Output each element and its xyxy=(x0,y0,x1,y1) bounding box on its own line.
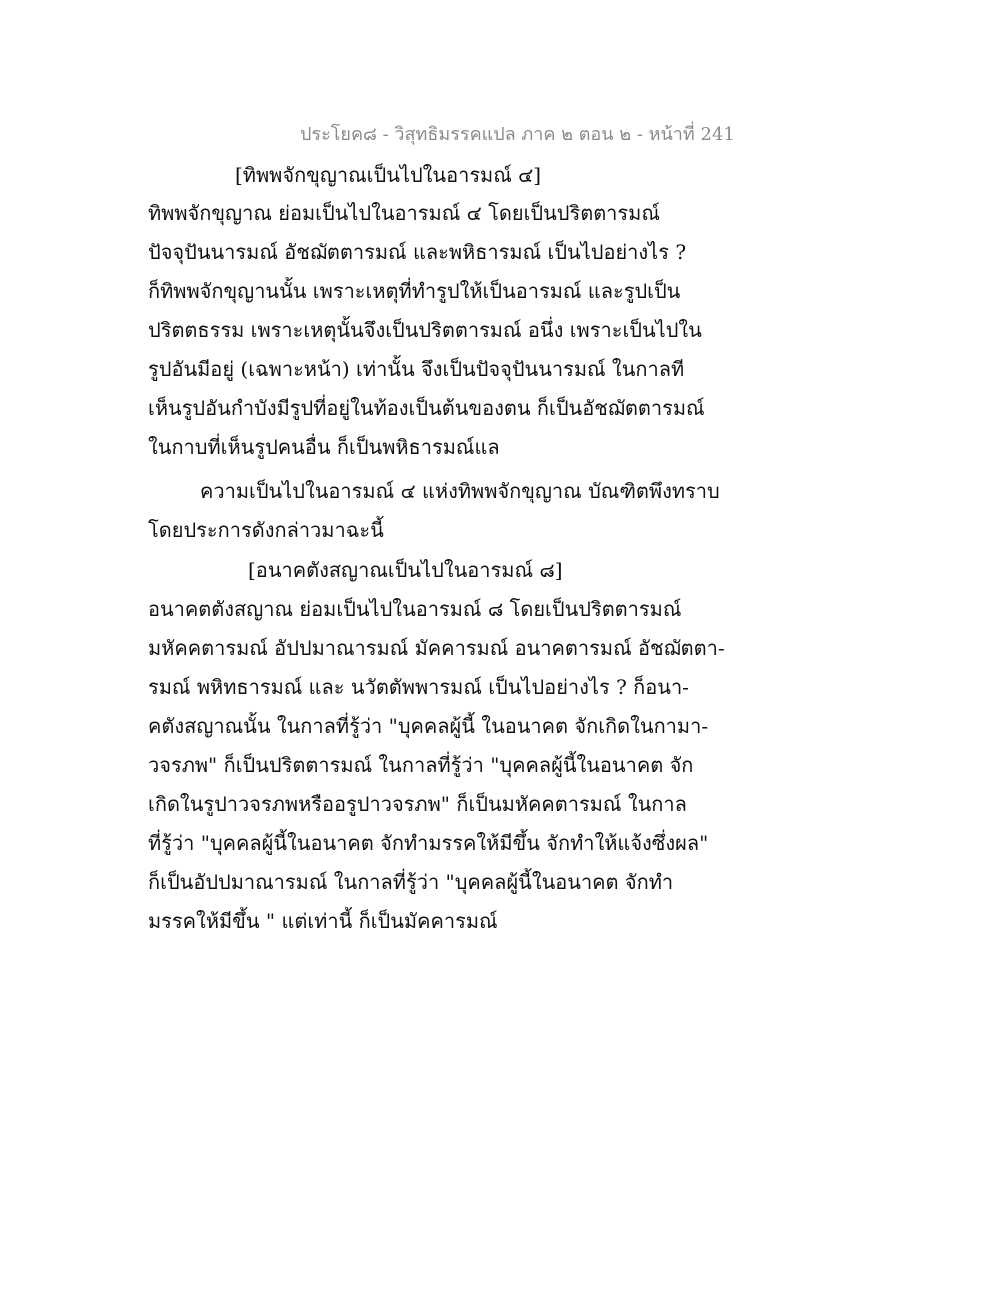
summary-line: โดยประการดังกล่าวมาฉะนี้ xyxy=(148,518,384,542)
body-line: ทิพพจักขุญาณ ย่อมเป็นไปในอารมณ์ ๔ โดยเป็นปริตตารมณ์ xyxy=(148,201,660,225)
body-line: มหัคคตารมณ์ อัปปมาณารมณ์ มัคคารมณ์ อนาคตารมณ์ อัชฌัตตา- xyxy=(148,636,725,660)
body-line: ก็เป็นอัปปมาณารมณ์ ในกาลที่รู้ว่า "บุคคลผู้นี้ในอนาคต จักทำ xyxy=(148,870,674,894)
section-heading-future-knowledge: [อนาคตังสญาณเป็นไปในอารมณ์ ๘] xyxy=(248,558,563,582)
body-line: ที่รู้ว่า "บุคคลผู้นี้ในอนาคต จักทำมรรคให้มีขึ้น จักทำให้แจ้งซึ่งผล" xyxy=(148,831,709,855)
body-line: เห็นรูปอันกำบังมีรูปที่อยู่ในท้องเป็นต้นของตน ก็เป็นอัชฌัตตารมณ์ xyxy=(148,396,705,420)
body-line: รูปอันมีอยู่ (เฉพาะหน้า) เท่านั้น จึงเป็นปัจจุปันนารมณ์ ในกาลที xyxy=(148,357,685,381)
body-line: รมณ์ พหิทธารมณ์ และ นวัตตัพพารมณ์ เป็นไปอย่างไร ? ก็อนา- xyxy=(148,675,689,699)
body-line: ก็ทิพพจักขุญานนั้น เพราะเหตุที่ทำรูปให้เป็นอารมณ์ และรูปเป็น xyxy=(148,279,681,303)
running-header: ประโยค๘ - วิสุทธิมรรคแปล ภาค ๒ ตอน ๒ - หน้าที่ 241 xyxy=(300,124,735,145)
body-line: ปัจจุปันนารมณ์ อัชฌัตตารมณ์ และพหิธารมณ์ เป็นไปอย่างไร ? xyxy=(148,240,687,264)
body-line: ในกาบที่เห็นรูปคนอื่น ก็เป็นพหิธารมณ์แล xyxy=(148,435,500,459)
body-line: วจรภพ" ก็เป็นปริตตารมณ์ ในกาลที่รู้ว่า "บุคคลผู้นี้ในอนาคต จัก xyxy=(148,753,694,777)
body-line: มรรคให้มีขึ้น " แต่เท่านี้ ก็เป็นมัคคารมณ์ xyxy=(148,909,498,933)
body-line: เกิดในรูปาวจรภพหรืออรูปาวจรภพ" ก็เป็นมหัคคตารมณ์ ในกาล xyxy=(148,792,687,816)
body-line: คตังสญาณนั้น ในกาลที่รู้ว่า "บุคคลผู้นี้ ในอนาคต จักเกิดในกามา- xyxy=(148,714,709,738)
section-heading-divine-eye: [ทิพพจักขุญาณเป็นไปในอารมณ์ ๔] xyxy=(235,163,542,187)
body-line: อนาคตตังสญาณ ย่อมเป็นไปในอารมณ์ ๘ โดยเป็นปริตตารมณ์ xyxy=(148,597,682,621)
body-line: ปริตตธรรม เพราะเหตุนั้นจึงเป็นปริตตารมณ์ อนึ่ง เพราะเป็นไปใน xyxy=(148,318,702,342)
summary-line: ความเป็นไปในอารมณ์ ๔ แห่งทิพพจักขุญาณ บัณฑิตพึงทราบ xyxy=(200,479,720,503)
